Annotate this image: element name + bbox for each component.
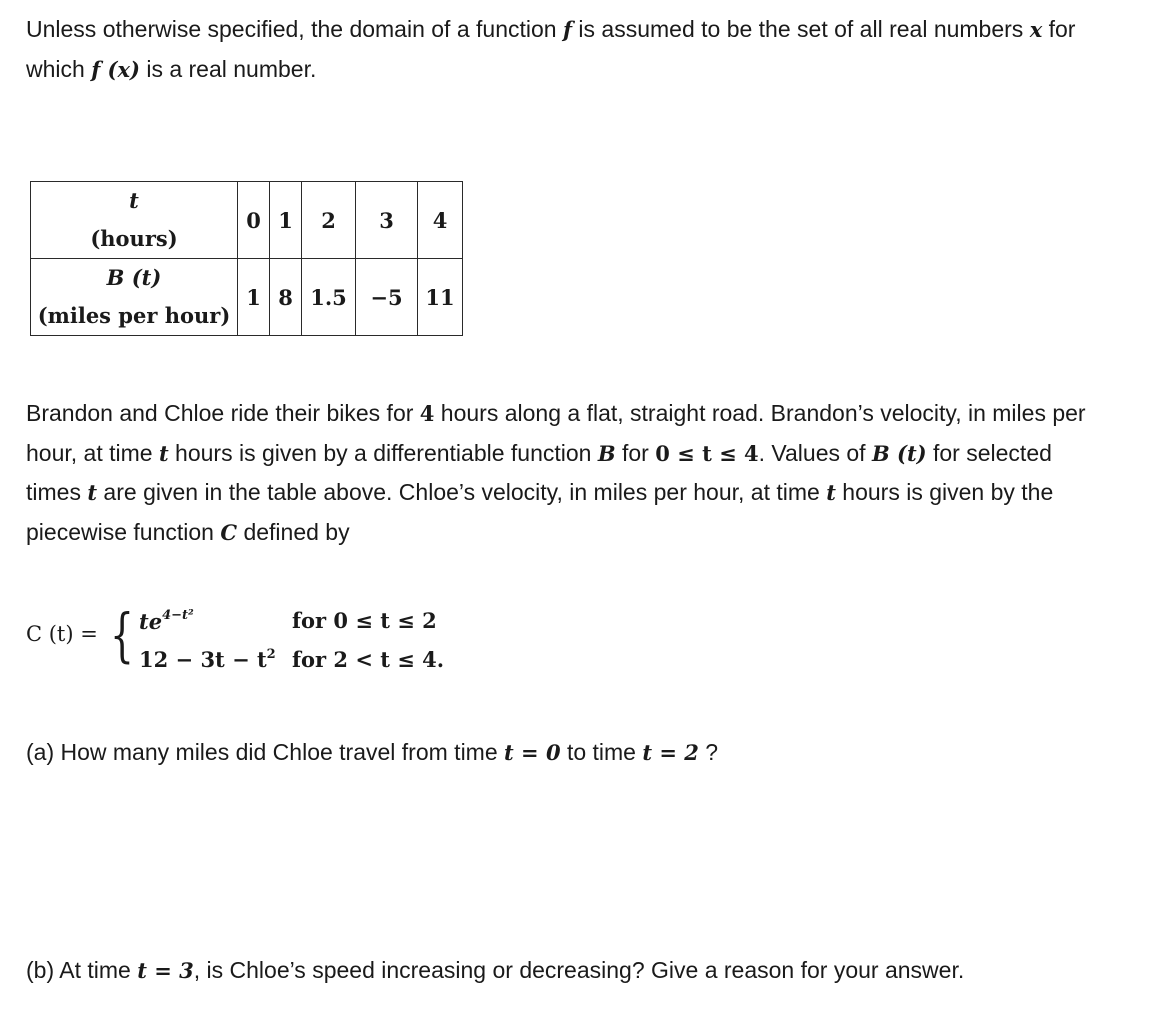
question-text: , is Chloe’s speed increasing or decreasing? Give a reason for your answer. [193, 957, 965, 983]
math-Bt: B (t) [871, 440, 927, 466]
table-row [31, 182, 463, 259]
math-C: C [220, 519, 238, 545]
intro-paragraph [26, 10, 1086, 89]
expr-base: te [139, 609, 163, 634]
table-unit-mph: (miles per hour) [37, 303, 231, 328]
table-cell: −5 [356, 259, 418, 336]
table-var-t: t [129, 188, 139, 213]
math-eq: t = 0 [504, 740, 561, 765]
math-eq: t = 2 [642, 740, 699, 765]
question-b [26, 951, 1086, 991]
table-row [31, 259, 463, 336]
velocity-table [30, 181, 463, 336]
problem-text: for [615, 439, 656, 466]
problem-text: hours is given by a differentiable function [168, 439, 598, 466]
table-cell: 3 [356, 182, 418, 259]
table-cell: 0 [238, 182, 270, 259]
problem-text: Brandon and Chloe ride their bikes for [26, 400, 420, 426]
table-cell: 1 [270, 182, 302, 259]
math-t: t [158, 440, 169, 466]
math-f: f [562, 17, 573, 42]
intro-text: for which [26, 16, 1076, 82]
table-cell: 8 [270, 259, 302, 336]
table-cell: 11 [418, 259, 463, 336]
problem-text: are given in the table above. Chloe’s velocity, in miles per hour, at time [97, 479, 827, 505]
expr-base: 12 − 3t − t [139, 647, 267, 672]
question-text: to time [560, 739, 643, 765]
piecewise-brace: { [110, 601, 134, 669]
question-text: (a) How many miles did Chloe travel from time [26, 739, 505, 765]
math-t: t [87, 480, 98, 505]
math-eq: t = 3 [137, 958, 194, 983]
problem-text: . Values of [758, 439, 872, 466]
table-header-cell [31, 259, 238, 336]
intro-text: is a real number. [139, 55, 317, 82]
problem-paragraph [26, 394, 1086, 552]
piecewise-expr-1 [139, 608, 194, 634]
math-B: B [597, 440, 616, 466]
problem-text: hours along a flat, straight road. Brandon’s velocity, in miles per hour, at time [26, 400, 1086, 466]
table-cell: 1.5 [302, 259, 356, 336]
table-cell: 1 [238, 259, 270, 336]
table-unit-hours: (hours) [90, 226, 178, 251]
question-text: (b) At time [26, 957, 138, 983]
math-x: x [1029, 17, 1043, 42]
expr-exponent: 4−t² [162, 608, 194, 623]
math-t: t [826, 480, 836, 505]
piecewise-lhs: C (t) = [26, 622, 98, 646]
piecewise-cond-1: for 0 ≤ t ≤ 2 [292, 608, 437, 633]
intro-text: Unless otherwise specified, the domain of a function [26, 16, 563, 42]
table-header-cell [31, 182, 238, 259]
question-text: ? [698, 739, 719, 765]
problem-text: for selected times [26, 439, 1052, 505]
piecewise-expr-2 [139, 647, 276, 672]
problem-text: defined by [237, 518, 350, 545]
table-var-bt: B (t) [106, 265, 162, 290]
expr-exponent: 2 [266, 647, 276, 662]
piecewise-cond-2: for 2 < t ≤ 4. [292, 647, 445, 672]
table-cell: 2 [302, 182, 356, 259]
math-4: 4 [419, 401, 435, 426]
math-range: 0 ≤ t ≤ 4 [655, 440, 759, 466]
math-fx: f (x) [91, 56, 140, 82]
question-a [26, 733, 1086, 773]
problem-text: hours is given by the piecewise function [26, 479, 1054, 545]
intro-text: is assumed to be the set of all real numbers [572, 16, 1030, 42]
table-cell: 4 [418, 182, 463, 259]
